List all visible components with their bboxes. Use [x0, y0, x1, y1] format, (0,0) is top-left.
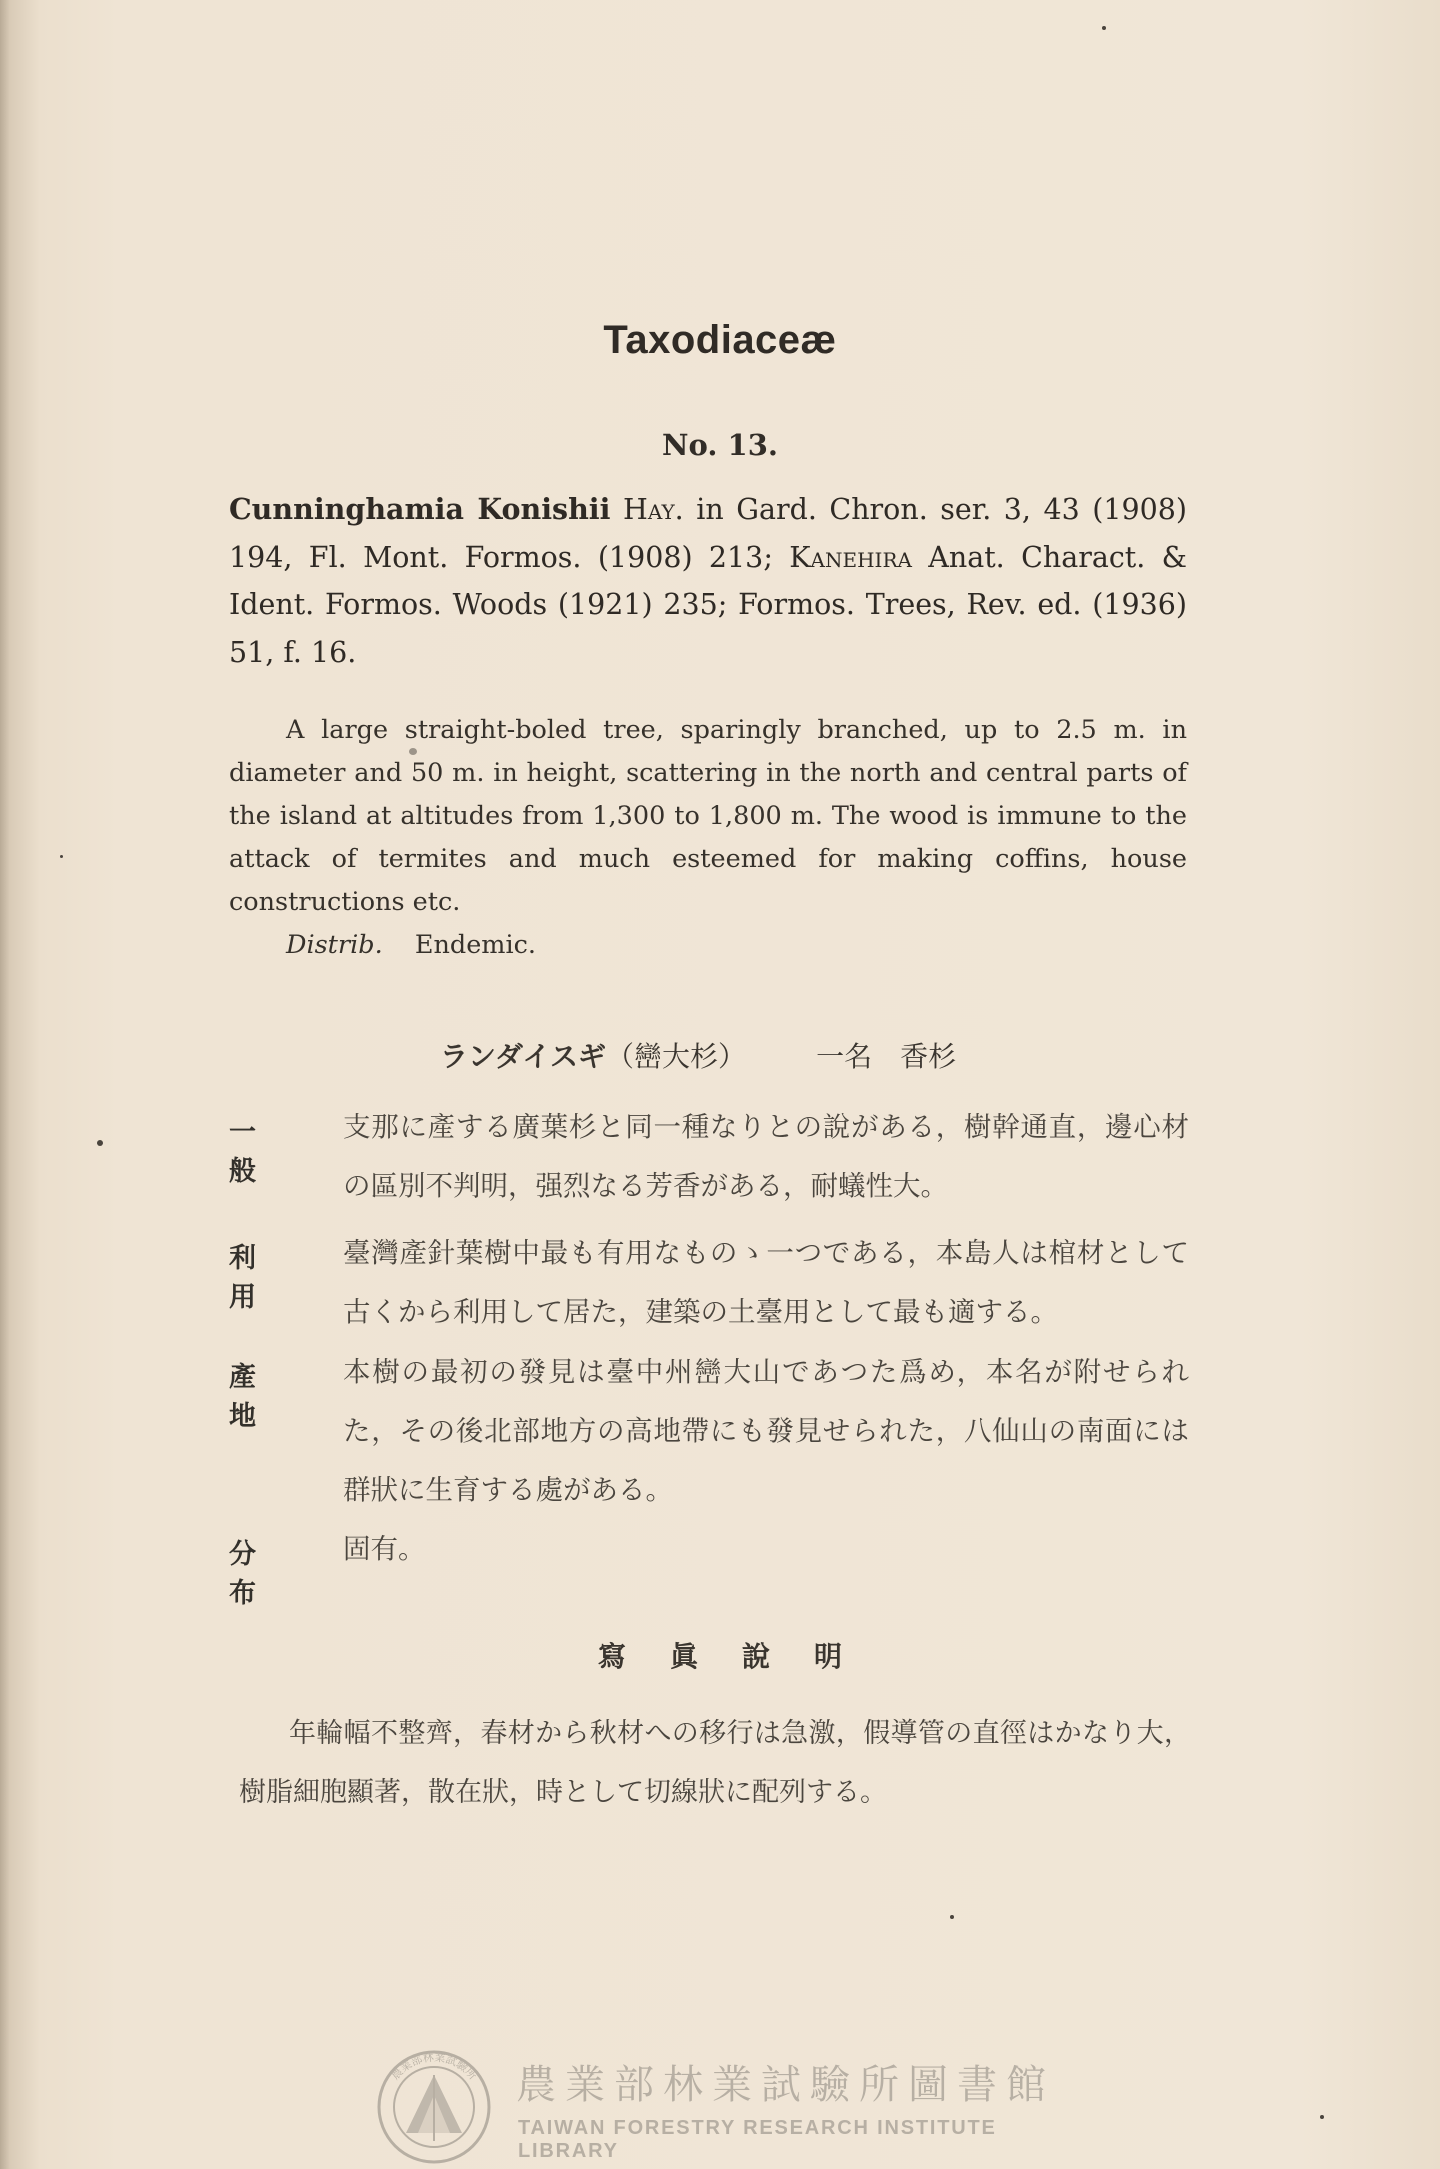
paper-speck [1320, 2115, 1324, 2119]
paper-speck [1102, 26, 1106, 30]
section-text: 支那に產する廣葉杉と同一種なりとの說がある，樹幹通直，邊心材の區別不判明，强烈なる芳香がある，耐蟻性大。 [343, 1111, 1189, 1202]
japanese-alias: 一名 香杉 [816, 1040, 957, 1073]
section-label: 分布 [229, 1539, 280, 1609]
library-name-english: TAIWAN FORESTRY RESEARCH INSTITUTE LIBRARY [518, 2117, 997, 2162]
citation-ref-1: in Gard. Chron. ser. 3, 43 (1908) 194, Fl. Mont. Formos. (1908) 213; [229, 493, 1188, 574]
section-text: 固有。 [343, 1533, 426, 1565]
family-title: Taxodiaceæ [603, 318, 837, 362]
seal-text: 農業部林業試驗所 [388, 2050, 480, 2083]
section-label: 產地 [229, 1362, 280, 1432]
species-author: Hay. [622, 493, 684, 526]
section-label: 利用 [229, 1243, 280, 1313]
section-text: 臺灣產針葉樹中最も有用なものゝ一つである，本島人は棺材として古くから利用して居た，建築の土臺用として最も適する。 [343, 1237, 1189, 1328]
entry-number: No. 13. [662, 428, 778, 462]
citation-paragraph [229, 486, 1187, 676]
english-description: A large straight-boled tree, sparingly branched, up to 2.5 m. in diameter and 50 m. in height, scattering in the north and central parts of the island at altitudes from 1,300 to 1,800 m. The wood is immune to the attack of termites and much esteemed for making coffins, house constructions etc. [229, 715, 1187, 917]
distribution-line [286, 930, 536, 960]
distrib-label: Distrib. [286, 930, 383, 960]
japanese-kanji-name: （巒大杉） [606, 1040, 747, 1073]
photo-explanation-text: 年輪幅不整齊，春材から秋材への移行は急激，假導管の直徑はかなり大，樹脂細胞顯著，散在狀，時として切線狀に配列する。 [239, 1718, 1191, 1808]
section-label: 一般 [229, 1117, 280, 1187]
citation-ref-2: Anat. Charact. & Ident. Formos. Woods (1921) 235; Formos. Trees, Rev. ed. (1936) 51, f. 16. [229, 540, 1188, 669]
photo-explanation-heading: 寫眞說明 [597, 1640, 886, 1673]
library-name: 農業部林業試驗所圖書館 [516, 2062, 1055, 2108]
citation-author-2: Kanehira [789, 540, 912, 574]
library-watermark [372, 2045, 1092, 2165]
distrib-value: Endemic. [414, 930, 537, 960]
paper-speck [97, 1140, 103, 1146]
japanese-heading [440, 1035, 956, 1075]
japanese-kana-name: ランダイスギ [440, 1040, 607, 1073]
paper-speck [950, 1915, 954, 1919]
paper-speck [60, 855, 63, 858]
paper-speck [409, 748, 417, 755]
library-seal-lettering [372, 2045, 502, 2165]
section-text: 本樹の最初の發見は臺中州巒大山であつた爲め，本名が附せられた，その後北部地方の高地帶にも發見せられた，八仙山の南面には群狀に生育する處がある。 [343, 1356, 1189, 1506]
species-name: Cunninghamia Konishii [229, 492, 611, 526]
